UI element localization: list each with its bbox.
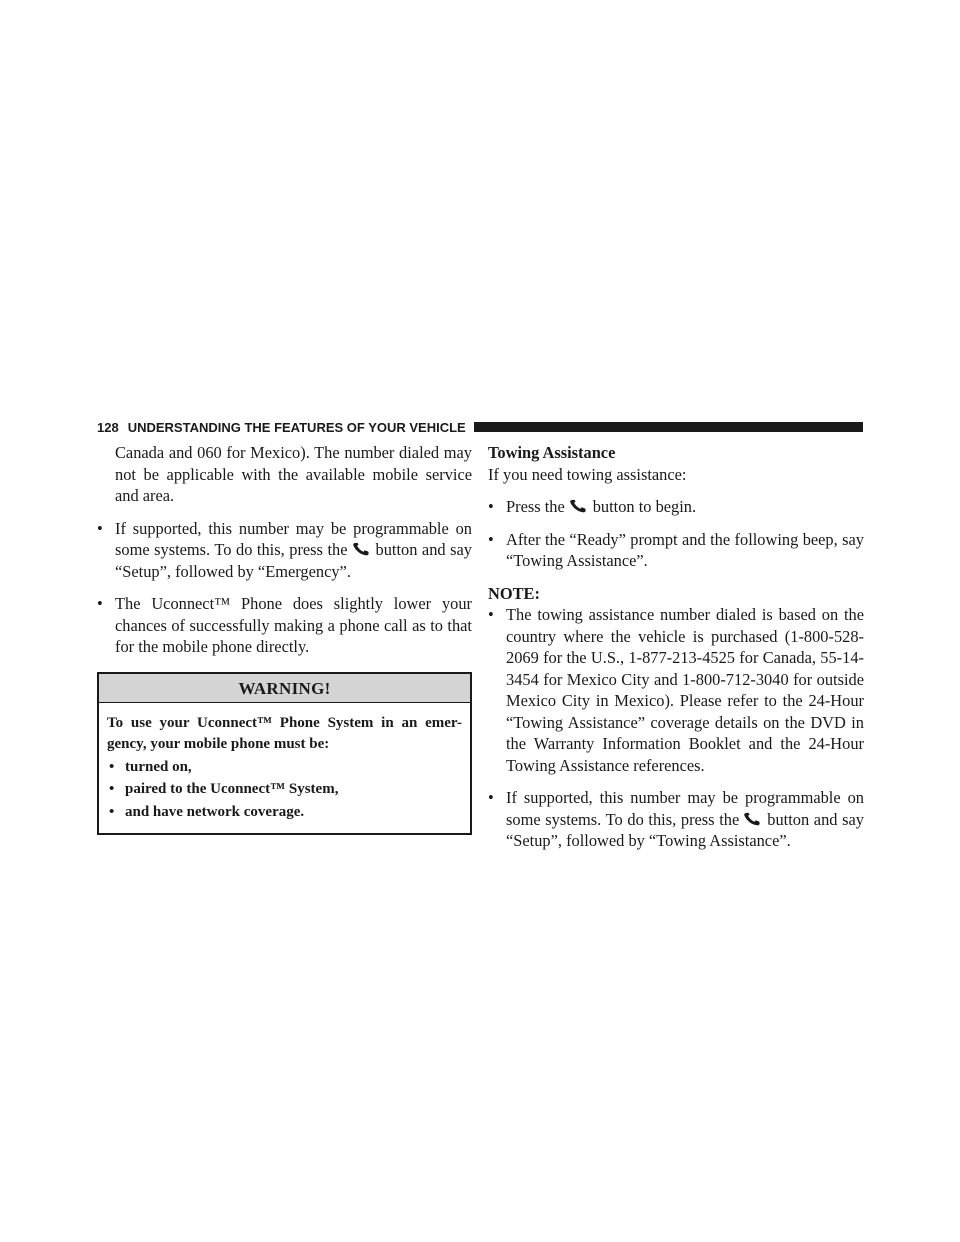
item-text: The towing assistance number dialed is based on the country where the vehicle is purchased (1-800-528- 2069 for the U.S., 1-877-213-4525 for Canada, 55-14- 3454 for Mexico City and 1-800-712-3040 for outside Mexico City in Mexico). Please refer to the 24-Hour “Towing Assistance” coverage details on the DVD in the Warranty Information Booklet and the 24-Hour Towing Assistance references. bbox=[506, 605, 864, 775]
list-item bbox=[488, 496, 864, 518]
phone-handset-icon bbox=[743, 812, 763, 826]
phone-handset-icon bbox=[569, 499, 589, 513]
item-text: Press the bbox=[506, 497, 565, 516]
item-text: After the “Ready” prompt and the following beep, say “Towing Assistance”. bbox=[506, 529, 864, 570]
bullet: • bbox=[109, 781, 115, 797]
page-header bbox=[97, 418, 863, 436]
page-number: 128 bbox=[97, 419, 119, 435]
note-label: NOTE: bbox=[488, 583, 540, 603]
item-text: button to begin. bbox=[592, 497, 697, 516]
continued-paragraph: Canada and 060 for Mexico). The number dialed may not be applicable with the available mobile service and area. bbox=[115, 443, 472, 505]
left-column bbox=[97, 442, 472, 835]
section-heading: Towing Assistance bbox=[488, 443, 616, 462]
warning-item-text: paired to the Uconnect™ System, bbox=[125, 781, 339, 797]
bullet: • bbox=[97, 518, 103, 538]
list-item bbox=[488, 529, 864, 572]
warning-title: WARNING! bbox=[99, 674, 470, 703]
warning-item-text: and have network coverage. bbox=[125, 803, 305, 820]
warning-item bbox=[107, 802, 462, 824]
phone-handset-icon bbox=[352, 542, 372, 556]
bullet: • bbox=[109, 758, 115, 775]
bullet: • bbox=[488, 605, 494, 624]
warning-box bbox=[97, 672, 472, 836]
warning-item-text: turned on, bbox=[125, 758, 192, 775]
bullet: • bbox=[488, 788, 494, 807]
bullet: • bbox=[488, 497, 494, 516]
bullet: • bbox=[97, 594, 103, 613]
item-text: button and say “Setup”, followed by “Emergency”. bbox=[115, 540, 472, 581]
warning-item bbox=[107, 757, 462, 779]
header-rule bbox=[474, 422, 863, 432]
item-text: button and say “Setup”, followed by “Towing Assistance”. bbox=[506, 809, 864, 850]
list-item bbox=[488, 787, 864, 852]
intro-text: If you need towing assistance: bbox=[488, 464, 687, 484]
list-item bbox=[488, 604, 864, 776]
item-text: The Uconnect™ Phone does slightly lower your chances of successfully making a phone call as to that for the mobile phone directly. bbox=[115, 594, 472, 656]
warning-item bbox=[107, 779, 462, 801]
list-item bbox=[97, 518, 472, 583]
list-item bbox=[97, 593, 472, 658]
item-text: If supported, this number may be programmable on some systems. To do this, press the bbox=[506, 788, 864, 829]
item-text: If supported, this number may be programmable on some systems. To do this, press the bbox=[115, 518, 472, 559]
right-column bbox=[488, 442, 864, 852]
bullet: • bbox=[109, 803, 115, 820]
warning-intro: To use your Uconnect™ Phone System in an emer- gency, your mobile phone must be: bbox=[107, 714, 462, 752]
section-title: UNDERSTANDING THE FEATURES OF YOUR VEHICLE bbox=[127, 419, 466, 435]
bullet: • bbox=[488, 529, 494, 549]
